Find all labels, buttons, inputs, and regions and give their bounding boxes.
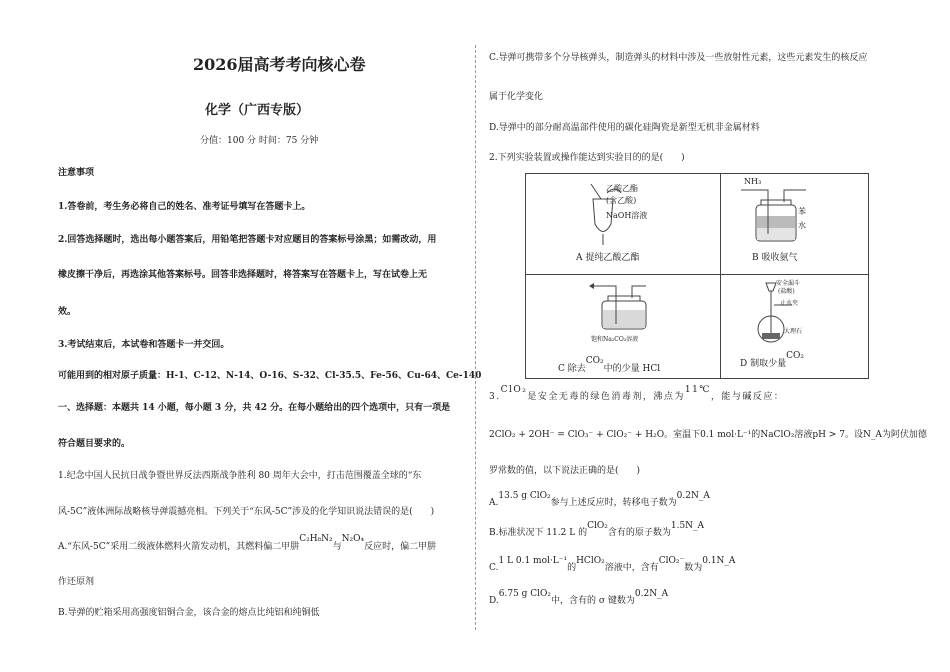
gas-generator-figure — [746, 277, 806, 347]
answer-value: 0.2N_A — [634, 589, 669, 599]
boiling-point: 11℃ — [684, 385, 711, 395]
fig-b-label-water: 水 — [798, 221, 806, 230]
formula-clo2-ion: ClO₂⁻ — [658, 556, 685, 566]
exam-subtitle: 化学（广西专版） — [205, 103, 310, 118]
fig-d-label-funnel: 安全漏斗 — [776, 280, 801, 287]
fig-c-label: 饱和Na₂CO₃溶液 — [591, 336, 639, 343]
notice-item-2-line-1: 2.回答选择题时，选出每小题答案后，用铅笔把答题卡对应题目的答案标号涂黑；如需改动，用 — [58, 235, 437, 245]
q1-option-c-line-2: 属于化学变化 — [489, 92, 544, 102]
experiment-table — [525, 173, 869, 379]
fig-a-label-3: NaOH溶液 — [606, 211, 648, 220]
fig-d-label-acid: (盐酸) — [778, 288, 795, 295]
mass-value: 6.75 g ClO₂ — [498, 589, 552, 599]
exam-title: 2026届高考考向核心卷 — [193, 55, 366, 74]
q1-option-d: D.导弹中的部分耐高温部件使用的碳化硅陶瓷是新型无机非金属材料 — [489, 123, 760, 133]
fig-b-label-benzene: 苯 — [798, 207, 806, 216]
q3-option-d: D.6.75 g ClO₂中，含有的 σ 键数为0.2N_A — [489, 589, 669, 606]
avogadro-symbol: N_A — [862, 430, 882, 440]
q1-option-b: B.导弹的贮箱采用高强度铝铜合金，该合金的熔点比纯铝和纯铜低 — [58, 608, 320, 618]
concentration: 0.1 mol·L⁻¹ — [700, 430, 752, 440]
cell-a-label: A 提纯乙酸乙酯 — [576, 253, 640, 263]
q3-option-b: B.标准状况下 11.2 L 的ClO₂含有的原子数为1.5N_A — [489, 521, 705, 538]
section-1-heading-line-2: 符合题目要求的。 — [58, 439, 131, 449]
formula-c2h8n2: C₂H₈N₂ — [299, 534, 333, 544]
solution-volume: 1 L 0.1 mol·L⁻¹ — [498, 556, 568, 566]
gas-washing-bottle-figure — [586, 278, 666, 334]
atomic-masses: 可能用到的相对原子质量：H-1、C-12、N-14、O-16、S-32、Cl-35.5、Fe-56、Cu-64、Ce-140 — [58, 371, 482, 381]
fig-d-label-clamp: 止水夹 — [780, 300, 799, 307]
fig-d-label-marble: 大理石 — [784, 328, 803, 335]
q3-option-a: A.13.5 g ClO₂参与上述反应时，转移电子数为0.2N_A — [489, 491, 710, 508]
fig-a-label-2: (含乙酸) — [606, 196, 637, 205]
q1-stem-line-2: 风-5C”液体洲际战略核导弹震撼亮相。下列关于“东风-5C”涉及的化学知识说法错误的是( ) — [58, 507, 435, 517]
table-divider-vertical — [720, 174, 721, 378]
column-divider — [475, 45, 476, 630]
table-divider-horizontal — [526, 274, 868, 275]
notice-heading: 注意事项 — [58, 168, 95, 178]
q1-option-c-line-1: C.导弹可携带多个分导核弹头，制造弹头的材料中涉及一些放射性元素，这些元素发生的核反应 — [489, 53, 868, 63]
answer-value: 0.1N_A — [702, 556, 736, 566]
formula-n2o4: N₂O₄ — [341, 534, 365, 544]
cell-d-label: D 制取少量CO₂ — [740, 351, 804, 369]
answer-value: 1.5N_A — [670, 521, 705, 531]
notice-item-2-line-3: 效。 — [58, 307, 77, 317]
q2-stem: 2.下列实验装置或操作能达到实验目的的是( ) — [489, 153, 685, 163]
formula-clo2: ClO₂ — [500, 385, 528, 395]
q1-option-a-line-1: A.“东风-5C”采用二级液体燃料火箭发动机，其燃料偏二甲肼C₂H₈N₂与N₂O₄反应时，偏二甲肼 — [58, 534, 437, 552]
mass-value: 13.5 g ClO₂ — [498, 491, 551, 501]
q3-option-c: C.1 L 0.1 mol·L⁻¹的HClO₂溶液中，含有ClO₂⁻数为0.1N_A — [489, 556, 736, 573]
notice-item-3: 3.考试结束后，本试卷和答题卡一并交回。 — [58, 340, 230, 350]
cell-c-label: C 除去CO₂中的少量 HCl — [558, 356, 661, 374]
q3-stem-line-1: 3.ClO₂是安全无毒的绿色消毒剂，沸点为11℃，能与碱反应： — [489, 385, 785, 402]
formula-naclo2: NaClO₂ — [760, 430, 795, 440]
q3-equation-line: 2ClO₂ + 2OH⁻ = ClO₃⁻ + ClO₂⁻ + H₂O。室温下0.1 mol·L⁻¹的NaClO₂溶液pH > 7。设N_A为阿伏加德 — [489, 430, 927, 440]
score-time: 分值：100 分 时间：75 分钟 — [200, 136, 319, 146]
ph-value: pH > 7 — [812, 430, 845, 440]
cell-b-label: B 吸收氨气 — [752, 253, 798, 263]
section-1-heading-line-1: 一、选择题：本题共 14 小题，每小题 3 分，共 42 分。在每小题给出的四个选项中，只有一项是 — [58, 403, 451, 413]
formula-co2: CO₂ — [786, 351, 804, 361]
q3-stem-line-3: 罗常数的值，以下说法正确的是( ) — [489, 466, 641, 476]
reaction-equation: 2ClO₂ + 2OH⁻ = ClO₃⁻ + ClO₂⁻ + H₂O — [489, 430, 665, 440]
answer-value: 0.2N_A — [676, 491, 710, 501]
notice-item-1: 1.答卷前，考生务必将自己的姓名、准考证号填写在答题卡上。 — [58, 202, 311, 212]
notice-item-2-line-2: 橡皮擦干净后，再选涂其他答案标号。回答非选择题时，将答案写在答题卡上，写在试卷上无 — [58, 270, 428, 280]
q1-option-a-line-2: 作还原剂 — [58, 577, 95, 587]
formula-clo2: ClO₂ — [587, 521, 608, 531]
formula-hclo2: HClO₂ — [576, 556, 605, 566]
q1-stem-line-1: 1.纪念中国人民抗日战争暨世界反法西斯战争胜利 80 周年大会中，打击范围覆盖全球的“东 — [58, 471, 422, 481]
fig-b-nh3: NH₃ — [744, 177, 762, 186]
formula-co2: CO₂ — [585, 356, 604, 366]
fig-a-label-1: 乙酸乙酯 — [606, 184, 638, 193]
